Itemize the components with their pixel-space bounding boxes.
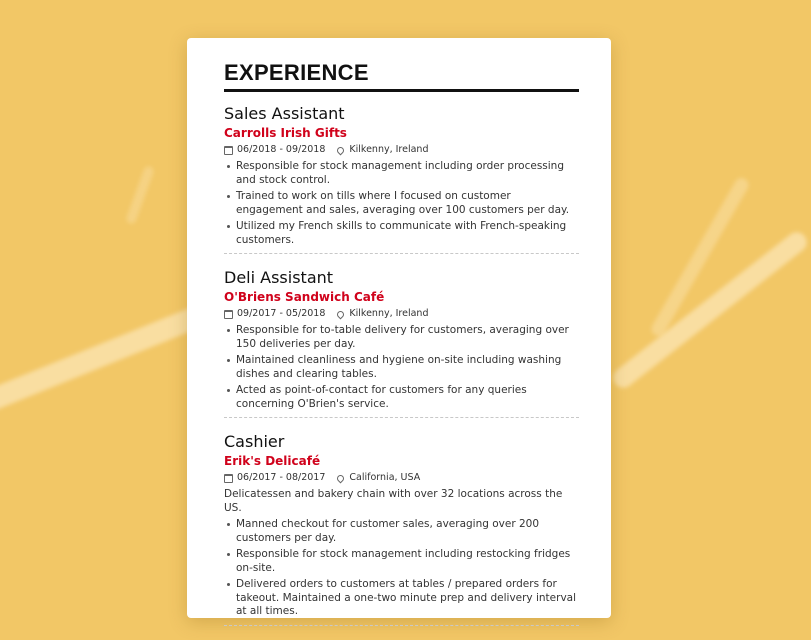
entry-dates: 06/2017 - 08/2017	[237, 472, 326, 483]
entry-meta	[224, 471, 579, 485]
responsibility-list	[224, 324, 579, 411]
background-brush-stroke	[125, 165, 155, 225]
list-item: Utilized my French skills to communicate with French-speaking customers.	[224, 220, 579, 247]
list-item: Acted as point-of-contact for customers for any queries concerning O'Brien's service.	[224, 384, 579, 411]
map-pin-icon	[336, 309, 346, 319]
section-title-rule	[224, 89, 579, 92]
entry-location: Kilkenny, Ireland	[349, 308, 429, 319]
job-title: Deli Assistant	[224, 268, 334, 287]
entry-dates: 06/2018 - 09/2018	[237, 144, 326, 155]
responsibility-list	[224, 160, 579, 247]
experience-entry	[224, 432, 579, 619]
company-name: Carrolls Irish Gifts	[224, 126, 347, 140]
list-item: Trained to work on tills where I focused on customer engagement and sales, averaging over 100 customers per day.	[224, 190, 579, 217]
list-item: Manned checkout for customer sales, averaging over 200 customers per day.	[224, 518, 579, 545]
entry-divider	[224, 417, 579, 418]
entry-divider	[224, 625, 579, 626]
experience-entry	[224, 104, 579, 247]
job-title: Sales Assistant	[224, 104, 345, 123]
calendar-icon	[224, 310, 233, 319]
list-item: Delivered orders to customers at tables / prepared orders for takeout. Maintained a one-two minute prep and delivery interval at all times.	[224, 578, 579, 619]
company-description: Delicatessen and bakery chain with over 32 locations across the US.	[224, 488, 563, 514]
list-item: Responsible for stock management including order processing and stock control.	[224, 160, 579, 187]
experience-entry	[224, 268, 579, 411]
list-item: Maintained cleanliness and hygiene on-site including washing dishes and clearing tables.	[224, 354, 579, 381]
section-title: EXPERIENCE	[224, 60, 369, 85]
list-item: Responsible for to-table delivery for customers, averaging over 150 deliveries per day.	[224, 324, 579, 351]
entry-location: California, USA	[349, 472, 421, 483]
company-name: O'Briens Sandwich Café	[224, 290, 385, 304]
experience-section	[224, 60, 579, 640]
map-pin-icon	[336, 145, 346, 155]
entry-location: Kilkenny, Ireland	[349, 144, 429, 155]
map-pin-icon	[336, 473, 346, 483]
entry-dates: 09/2017 - 05/2018	[237, 308, 326, 319]
company-name: Erik's Delicafé	[224, 454, 321, 468]
entry-meta	[224, 143, 579, 157]
entry-meta	[224, 307, 579, 321]
calendar-icon	[224, 146, 233, 155]
job-title: Cashier	[224, 432, 285, 451]
list-item: Responsible for stock management including restocking fridges on-site.	[224, 548, 579, 575]
responsibility-list	[224, 518, 579, 619]
resume-page	[187, 38, 611, 618]
entry-divider	[224, 253, 579, 254]
calendar-icon	[224, 474, 233, 483]
